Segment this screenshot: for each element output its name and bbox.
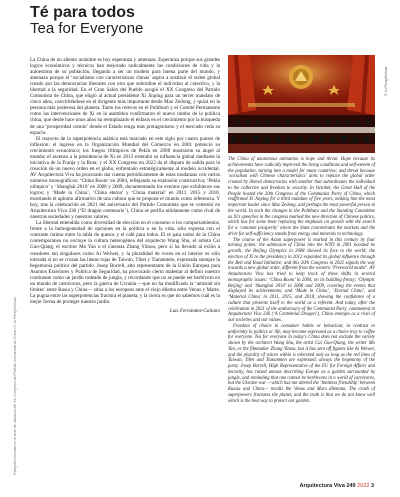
english-paragraph: The China of unanimous animation is hope and threat. Hope because its achievements have radically improved the living conditions and self-esteem of the population, turning into a model for many countries; and threat because ‘socialism with Chinese characteristics’ aims to replace the global order created by liberal democracies with another that subordinates the individual to the collective and freedom to security. In October, the Great Hall of the People hosted the 20th Congress of the Communist Party of China, which reaffirmed Xi Jinping for a third mandate of five years, making him the most important leader since Mao Zedong, and perhaps the most powerful person in the world. In each the changes in the Politburo and the Standing Committee as Xi's speeches in the congress marked the new direction of Chinese politics, which has for some been replacing the emphasis on growth with the search for a ‘common prosperity’ where the State concentrates the markets and the drive for self-sufficiency stands from energy and minerals to technology.: [228, 157, 375, 237]
author-signature: Luis Fernández-Galiano: [169, 307, 220, 314]
spanish-column: [30, 57, 220, 314]
english-paragraph: Freedom of choice in consumer habits or behaviour, in contrast to uniformity in politics or life, may become expressed as a choice tray to coffee for everyone. Tea for everyone in today's China does not exclude the variety shown by the architect Wang Shu, the artist Cai Guo-Qiang, the writer Mo Yan, or the filmmaker Zhang Yimou, but it has sent off figures like Ai Weiwei, and the plurality of voices within is tolerated only as long as the red lines of Taiwan, Tibet and Tiananmen are expressed, always the hegemony of the party. Josep Borrell, High Representative of the EU for Foreign Affairs and Security, has raised unease describing Europe as a garden surrounded by jungle, and reminding that one cannot be herbivores in a world of carnivores, but the Ukraine war —which has not altered the ‘limitless friendship’ between Russia and China— recalls the Venus and Mars dilemma. The crash of superpowers fractures the planet, and the truth is that we do not know well which is the best way to protect our garden.: [228, 323, 375, 404]
spanish-paragraph: El trayecto de la superpotencia asiática está marcado en este siglo por cuatro puntos de inflexión: el ingreso en la Organización Mundial del Comercio en 2001 potenció su crecimiento económico; los Juegos Olímpicos de Pekín en 2008 mostraron su ángel al mundo; el ascenso a la presidencia de Xi en 2012 extendió su influencia global mediante la iniciativa de la Franja y la Ruta; y el XX Congreso en 2022 da el disparo de salida para la creación de un nuevo orden en el globo, enfrentado estratégicamente al modelo occidental. AV Arquitectura Viva ha procurado dar cuenta periódicamente de estas mudanzas con varios números monográficos: ‘China Boom’ en 2004, reflejando su explosión constructiva; ‘Pekín olímpico’ y ‘Shanghái 2010’ en 2008 y 2009, documentando los eventos que exhibieron sus logros; y ‘Made in China’, ‘China eterna’ y ‘China material’ en 2011, 2015 y 2018, mostrando el aplomo afirmativo de una cultura que se propone el mundo como referencia. Y hoy, tras la celebración en 2021 del aniversario del Partido Comunista que se comentó en Arquitectura Viva 236 (‘El dragón centenario’), China se perfila nítidamente como rival de nuestras sociedades y nuestros valores.: [30, 135, 220, 221]
congress-photo: [228, 55, 375, 153]
spanish-paragraph: La China de un aliento unánime es hoy esperanza y amenaza. Esperanza porque sus grandes logros económicos y técnicos han mejorado radicalmente las condiciones de vida y la autoestima de su población, llegando a ser un modelo para buena parte del mundo, y amenaza porque el ‘socialismo con características chinas’ aspira a sustituir el orden global creado por las democracias liberales con otro que subordine el individuo al colectivo, y la libertad a la seguridad. En el Gran Salón del Pueblo acogió el XX Congreso del Partido Comunista de China, que eligió al actual presidente Xi Jinping para un tercer mandato de cinco años, convirtiéndose en el dirigente más importante desde Mao Zedong, y quizá en la persona más poderosa del planeta. Tanto los relevos en el Politburó y el Comité Permanente como las intervenciones de Xi en la asamblea confirmaron el nuevo rumbo de la política china, que desde hace unos años ha reemplazado el énfasis en el crecimiento por la búsqueda de una ‘prosperidad común’ donde el Estado tenga más protagonismo y el mercado ceda su espacio.: [30, 57, 220, 136]
publication-name: Arquitectura Viva 249: [299, 483, 356, 489]
english-column: [228, 157, 375, 404]
side-caption: [6, 55, 17, 475]
spanish-paragraph: La libertad entendida como diversidad de elección en el consumo o los comportamientos, frente a la homogeneidad de opciones en la política o en la vida, sólo expresa con el contraste íntimo entre la tabla de quesos y el café para todos. El té para todos de la China contemporánea no excluye la cultura heterogénea del arquitecto Wang Shu, el artista Cai Guo-Qiang, el escritor Mo Yan o el cineasta Zhang Yimou, pero sí ha llevado al exilio a creadores tan singulares como Ai Weiwei, y la pluralidad de voces en el interior es sólo tolerada si no se cruzan las líneas rojas de Taiwán, Tíbet y Tiananmén, expresada siempre la hegemonía política del partido. Josep Borrell, alto representante de la Unión Europea para Asuntos Exteriores y Política de Seguridad, ha provocado cierto malestar al definir nuestro continente como un jardín rodeado de jungla, y recordando que no se puede ser herbívoro en un mundo de carnívoros, pero la guerra de Ucrania —que no ha modificado la ‘amistad sin límites’ entre Rusia y China— sitúa a los europeos ante el viejo dilema entre Venus y Marte. La pugna entre las superpotencias fractura el planeta, y la cierra es que no sabemos cuál es la mejor forma de proteger nuestro jardín.: [30, 220, 220, 305]
page-title-english: Tea for Everyone: [30, 20, 144, 37]
side-caption-text: Fotografía tomada en el acto de clausura del XX Congreso del Partido Comunista de China (© Ju Peng/Xinhua): [13, 297, 17, 475]
english-paragraph: The course of the Asian superpower is marked in this century by four turning points: the admission of China into the WTO in 2001 boosted its growth; the Beijing Olympics in 2008 showed its face to the world; the election of Xi to the presidency in 2012 expanded its global influence through the Belt and Road Initiative; and this 20th Congress in 2022 signals the way towards a new global order, different from the western ‘Freeworld model’. AV Arquitectura Viva has tried to keep track of these shifts in several monographic issues: ‘China Boom’ in 2004, on its building frenzy; ‘Olympic Beijing’ and ‘Shanghai 2010’ in 2008 and 2009, covering the events that displayed its achievements; and ‘Made in China’, ‘Eternal China’, and ‘Material China’ in 2011, 2015, and 2018, showing the confidence of a culture that presents itself to the world as a referent. And today, after the celebration in 2021 of the anniversary of the Communist Party, commented in Arquitectura Viva 236 (‘A Centennial Dragon’), China emerges as a rival of our societies and our values.: [228, 237, 375, 323]
page-title-spanish: Té para todos: [30, 4, 135, 21]
page-footer: [299, 483, 374, 489]
congress-photo-image: [228, 55, 375, 153]
photo-credit-text: © Ju Peng/Xinhua: [384, 66, 388, 96]
photo-credit: [379, 56, 388, 96]
page-number: 3: [370, 483, 374, 489]
publication-year: 2022: [357, 483, 370, 489]
